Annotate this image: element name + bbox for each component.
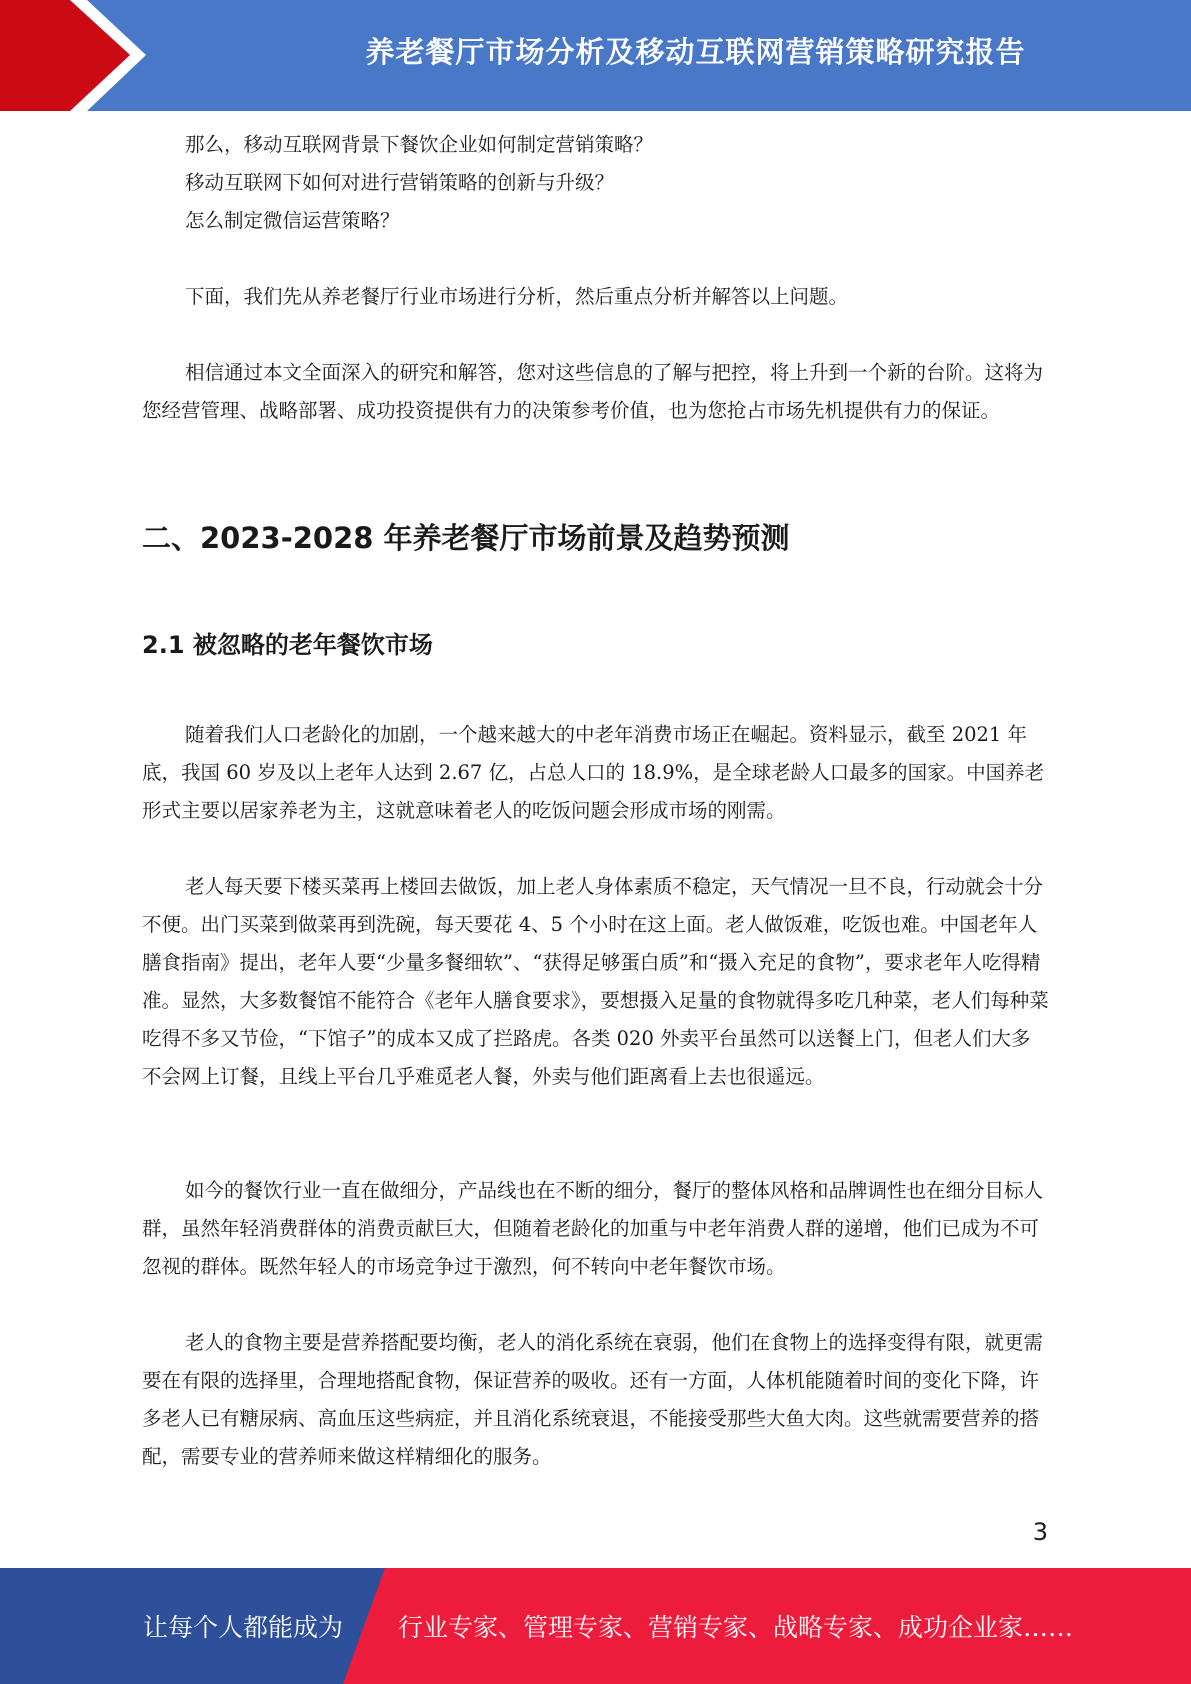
page-footer [0, 1568, 1191, 1684]
section-heading: 二、2023-2028 年养老餐厅市场前景及趋势预测 [142, 521, 790, 555]
intro-question-3: 怎么制定微信运营策略？ [185, 209, 400, 232]
intro-block [142, 126, 1050, 430]
intro-question-2: 移动互联网下如何对进行营销策略的创新与升级？ [185, 171, 615, 194]
intro-paragraph-1: 下面，我们先从养老餐厅行业市场进行分析，然后重点分析并解答以上问题。 [185, 285, 849, 308]
page-header [0, 0, 1191, 111]
footer-slogan-right: 行业专家、管理专家、营销专家、战略专家、成功企业家…… [398, 1613, 1074, 1642]
body-paragraph: 老人每天要下楼买菜再上楼回去做饭，加上老人身体素质不稳定，天气情况一旦不良，行动就会十分不便。出门买菜到做菜再到洗碗，每天要花 4、5 个小时在这上面。老人做饭难，吃饭也难。中国老年人膳食指南》提出，老年人要“少量多餐细软”、“获得足够蛋白质”和“摄入充足的食物”，要求老年人吃得精准。显然，大多数餐馆不能符合《老年人膳食要求》，要想摄入足量的食物就得多吃几种菜，老人们每种菜吃得不多又节俭，“下馆子”的成本又成了拦路虎。各类 020 外卖平台虽然可以送餐上门，但老人们大多不会网上订餐，且线上平台几乎难觅老人餐，外卖与他们距离看上去也很遥远。 [142, 875, 1049, 1088]
body-paragraph: 随着我们人口老龄化的加剧，一个越来越大的中老年消费市场正在崛起。资料显示，截至 2021 年底，我国 60 岁及以上老年人达到 2.67 亿，占总人口的 18.9%，是全球老龄人口最多的国家。中国养老形式主要以居家养老为主，这就意味着老人的吃饭问题会形成市场的刚需。 [142, 723, 1045, 822]
intro-paragraph-2: 相信通过本文全面深入的研究和解答，您对这些信息的了解与把控，将上升到一个新的台阶。这将为您经营管理、战略部署、成功投资提供有力的决策参考价值，也为您抢占市场先机提供有力的保证。 [142, 361, 1044, 422]
header-arrow-decoration [0, 0, 160, 111]
footer-slogan-left: 让每个人都能成为 [143, 1613, 344, 1642]
page-number: 3 [1032, 1518, 1048, 1546]
header-title: 养老餐厅市场分析及移动互联网营销策略研究报告 [365, 34, 1026, 69]
body-paragraph: 老人的食物主要是营养搭配要均衡，老人的消化系统在衰弱，他们在食物上的选择变得有限，就更需要在有限的选择里，合理地搭配食物，保证营养的吸收。还有一方面，人体机能随着时间的变化下降，许多老人已有糖尿病、高血压这些病症，并且消化系统衰退，不能接受那些大鱼大肉。这些就需要营养的搭配，需要专业的营养师来做这样精细化的服务。 [142, 1331, 1044, 1468]
body-paragraph: 如今的餐饮行业一直在做细分，产品线也在不断的细分，餐厅的整体风格和品牌调性也在细分目标人群，虽然年轻消费群体的消费贡献巨大，但随着老龄化的加重与中老年消费人群的递增，他们已成为不可忽视的群体。既然年轻人的市场竞争过于激烈，何不转向中老年餐饮市场。 [142, 1179, 1044, 1278]
section-subheading: 2.1 被忽略的老年餐饮市场 [142, 631, 433, 659]
intro-question-1: 那么，移动互联网背景下餐饮企业如何制定营销策略？ [185, 133, 654, 156]
